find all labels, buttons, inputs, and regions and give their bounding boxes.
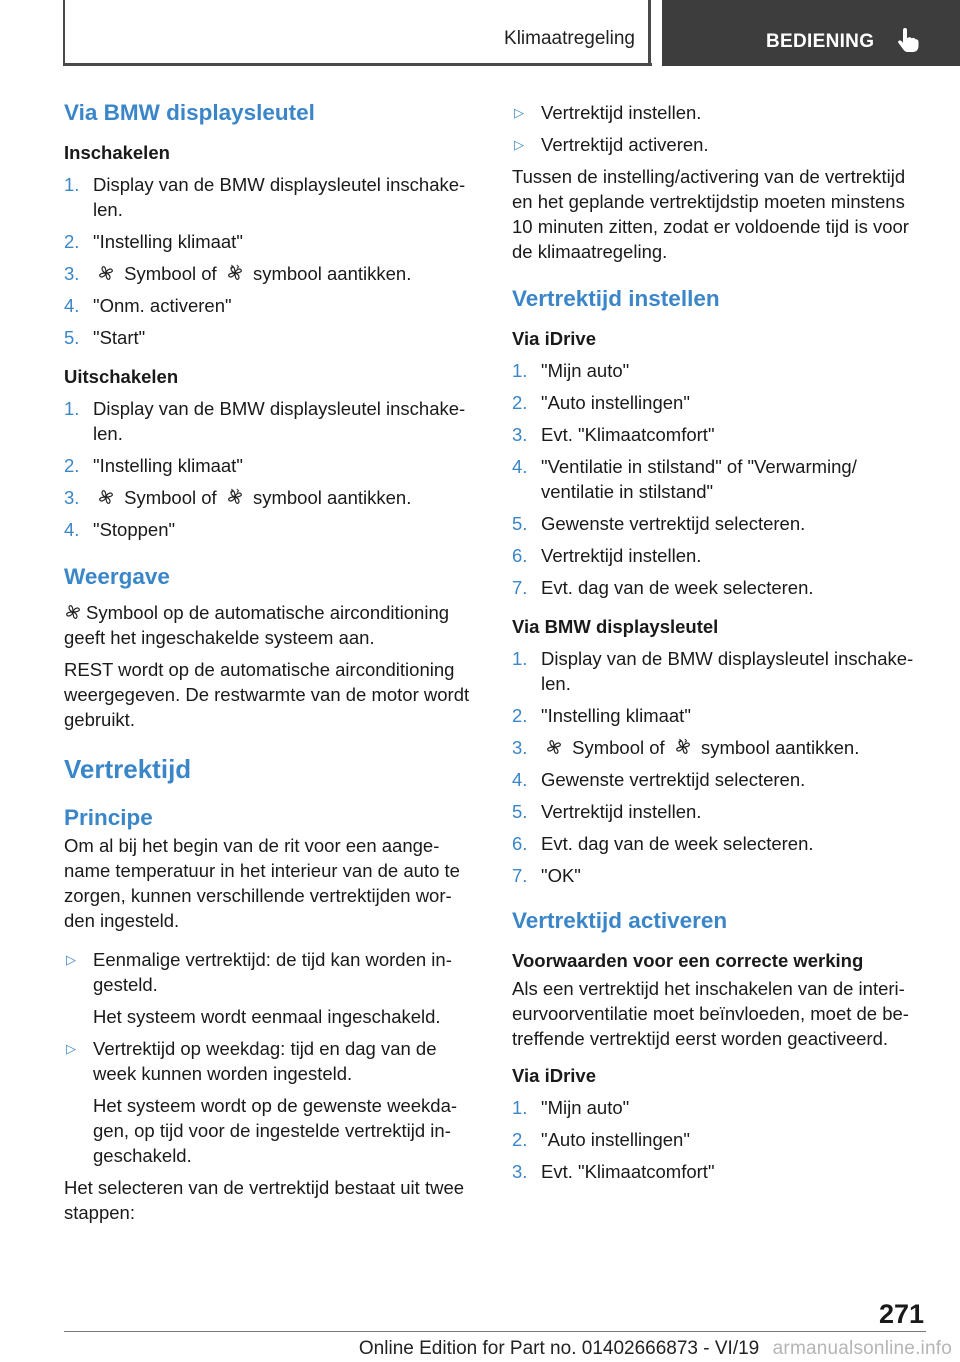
triangle-bullet-icon: ▷ — [514, 137, 524, 152]
step-text: symbool aantikken. — [700, 737, 860, 758]
step-text: Symbool of — [124, 263, 217, 284]
list-item — [512, 703, 924, 728]
list-item — [64, 1036, 479, 1168]
subheading-via-idrive: Via iDrive — [512, 1065, 596, 1086]
header-section-title: Klimaatregeling — [504, 28, 635, 49]
footer-rule — [64, 1331, 926, 1332]
step-text: "Auto instellingen" — [541, 392, 690, 413]
step-number: 1. — [512, 1097, 528, 1118]
step-text: Evt. dag van de week selecteren. — [541, 577, 814, 598]
step-text: "Instelling klimaat" — [541, 705, 691, 726]
principe-text: Om al bij het begin van de rit voor een aange-name temperatuur in het interieur van de auto te zorgen, kunnen verschillende vertrektijden wor-den ingesteld. — [64, 835, 460, 931]
triangle-bullet-icon: ▷ — [514, 105, 524, 120]
bullet-text: Vertrektijd activeren. — [541, 134, 709, 155]
list-item — [512, 454, 924, 504]
steps-activeren-idrive — [512, 1095, 924, 1184]
step-number: 2. — [64, 231, 80, 252]
step-number: 3. — [512, 424, 528, 445]
list-item — [512, 831, 924, 856]
step-text: Symbool of — [572, 737, 665, 758]
fan-rest-icon — [674, 738, 692, 756]
bullet-text: Vertrektijd instellen. — [541, 102, 702, 123]
step-text: "OK" — [541, 865, 581, 886]
list-item — [512, 1127, 924, 1152]
step-number: 3. — [64, 487, 80, 508]
right-column — [512, 100, 924, 1200]
list-item — [512, 358, 924, 383]
left-column — [64, 100, 479, 1232]
subheading-via-idrive: Via iDrive — [512, 328, 596, 349]
list-item — [64, 485, 479, 510]
header-left-rule — [63, 0, 65, 66]
list-item — [64, 229, 479, 254]
heading-principe: Principe — [64, 805, 153, 830]
fan-icon — [64, 603, 82, 621]
bullet-subtext: Het systeem wordt op de gewenste weekda-gen, op tijd voor de ingestelde vertrektijd in-geschakeld. — [93, 1095, 458, 1166]
list-item — [64, 172, 479, 222]
step-number: 5. — [512, 801, 528, 822]
heading-via-bmw-displaysleutel: Via BMW displaysleutel — [64, 100, 315, 125]
step-number: 4. — [512, 769, 528, 790]
list-item — [64, 947, 479, 1029]
step-number: 1. — [64, 398, 80, 419]
header-chapter-tab[interactable] — [662, 0, 960, 66]
list-item — [512, 1159, 924, 1184]
step-text: "Auto instellingen" — [541, 1129, 690, 1150]
step-number: 5. — [64, 327, 80, 348]
step-number: 4. — [64, 295, 80, 316]
step-number: 2. — [512, 1129, 528, 1150]
step-number: 7. — [512, 577, 528, 598]
triangle-bullet-icon: ▷ — [66, 1041, 76, 1056]
step-number: 5. — [512, 513, 528, 534]
list-item — [512, 646, 924, 696]
step-text: Vertrektijd instellen. — [541, 545, 702, 566]
step-number: 7. — [512, 865, 528, 886]
steps-instellen-bmw — [512, 646, 924, 888]
step-text: Evt. "Klimaatcomfort" — [541, 424, 715, 445]
step-number: 2. — [512, 392, 528, 413]
step-text: Vertrektijd instellen. — [541, 801, 702, 822]
step-text: symbool aantikken. — [252, 487, 412, 508]
list-item — [64, 325, 479, 350]
step-text: "Instelling klimaat" — [93, 455, 243, 476]
list-item — [512, 735, 924, 760]
edition-text: Online Edition for Part no. 01402666873 - VI/19 — [358, 1338, 760, 1359]
step-text: Display van de BMW displaysleutel inschake-len. — [93, 174, 466, 220]
step-number: 4. — [64, 519, 80, 540]
step-text: "Stoppen" — [93, 519, 176, 540]
steps-bullets — [512, 100, 924, 157]
step-number: 3. — [64, 263, 80, 284]
header-divider — [648, 0, 651, 66]
step-text: Symbool of — [124, 487, 217, 508]
weergave-text-1 — [64, 600, 479, 650]
step-number: 2. — [512, 705, 528, 726]
step-number: 1. — [512, 648, 528, 669]
list-item — [64, 261, 479, 286]
vertrektijd-closing-text: Het selecteren van de vertrektijd bestaat uit twee stappen: — [64, 1177, 465, 1223]
step-number: 2. — [64, 455, 80, 476]
weergave-text-2: REST wordt op de automatische airconditioning weergegeven. De restwarmte van de motor wordt gebruikt. — [64, 659, 470, 730]
list-item — [512, 575, 924, 600]
subheading-via-bmw-displaysleutel: Via BMW displaysleutel — [512, 616, 719, 637]
step-text: Gewenste vertrektijd selecteren. — [541, 513, 806, 534]
fan-icon — [97, 488, 115, 506]
triangle-bullet-icon: ▷ — [66, 952, 76, 967]
step-text: "Onm. activeren" — [93, 295, 232, 316]
step-text: Evt. "Klimaatcomfort" — [541, 1161, 715, 1182]
step-text: "Mijn auto" — [541, 1097, 630, 1118]
bullet-text: Eenmalige vertrektijd: de tijd kan worden in-gesteld. — [93, 949, 452, 995]
list-item — [64, 453, 479, 478]
heading-vertrektijd-activeren: Vertrektijd activeren — [512, 908, 728, 933]
list-item — [512, 511, 924, 536]
step-text: Display van de BMW displaysleutel inschake-len. — [541, 648, 914, 694]
list-item — [512, 132, 924, 157]
list-item — [512, 100, 924, 125]
chapter-tab-label: BEDIENING — [766, 31, 875, 52]
subheading-uitschakelen: Uitschakelen — [64, 366, 179, 387]
heading-vertrektijd-instellen: Vertrektijd instellen — [512, 286, 720, 311]
list-item — [512, 543, 924, 568]
steps-instellen-idrive — [512, 358, 924, 600]
step-text: symbool aantikken. — [252, 263, 412, 284]
step-text: "Ventilatie in stilstand" of "Verwarming/ ventilatie in stilstand" — [541, 456, 857, 502]
step-number: 3. — [512, 737, 528, 758]
list-item — [64, 396, 479, 446]
steps-inschakelen — [64, 172, 479, 350]
step-number: 4. — [512, 456, 528, 477]
subheading-voorwaarden: Voorwaarden voor een correcte werking — [512, 950, 864, 971]
step-text: "Start" — [93, 327, 146, 348]
header-bottom-rule — [63, 63, 652, 66]
step-text: "Mijn auto" — [541, 360, 630, 381]
list-item — [512, 767, 924, 792]
bullet-subtext: Het systeem wordt eenmaal ingeschakeld. — [93, 1006, 441, 1027]
fan-rest-icon — [226, 264, 244, 282]
step-number: 3. — [512, 1161, 528, 1182]
fan-rest-icon — [226, 488, 244, 506]
step-text: Display van de BMW displaysleutel inschake-len. — [93, 398, 466, 444]
subheading-inschakelen: Inschakelen — [64, 142, 170, 163]
step-text: Evt. dag van de week selecteren. — [541, 833, 814, 854]
list-item — [512, 863, 924, 888]
step-number: 6. — [512, 833, 528, 854]
bullet-text: Vertrektijd op weekdag: tijd en dag van de week kunnen worden ingesteld. — [93, 1038, 437, 1084]
page-number: 271 — [878, 1299, 924, 1329]
hand-pointer-icon — [896, 26, 920, 54]
heading-weergave: Weergave — [64, 564, 170, 589]
voorwaarden-text: Als een vertrektijd het inschakelen van de interi-eurvoorventilatie moet beïnvloeden, moet de be-treffende vertrektijd eerst worden geactiveerd. — [512, 978, 909, 1049]
steps-uitschakelen — [64, 396, 479, 542]
step-number: 1. — [512, 360, 528, 381]
vertrektijd-bullets — [64, 947, 479, 1168]
fan-icon — [545, 738, 563, 756]
intro-text: Tussen de instelling/activering van de vertrektijd en het geplande vertrektijdstip moeten minstens 10 minuten zitten, zodat er voldoende tijd is voor de klimaatregeling. — [512, 166, 909, 262]
step-number: 1. — [64, 174, 80, 195]
list-item — [512, 1095, 924, 1120]
list-item — [512, 390, 924, 415]
fan-icon — [97, 264, 115, 282]
list-item — [64, 293, 479, 318]
step-text: "Instelling klimaat" — [93, 231, 243, 252]
paragraph: Symbool op de automatische airconditioning geeft het ingeschakelde systeem aan. — [64, 602, 450, 648]
list-item — [512, 799, 924, 824]
list-item — [512, 422, 924, 447]
step-text: Gewenste vertrektijd selecteren. — [541, 769, 806, 790]
watermark: armanualsonline.info — [772, 1338, 952, 1359]
step-number: 6. — [512, 545, 528, 566]
heading-vertrektijd: Vertrektijd — [64, 754, 192, 784]
list-item — [64, 517, 479, 542]
